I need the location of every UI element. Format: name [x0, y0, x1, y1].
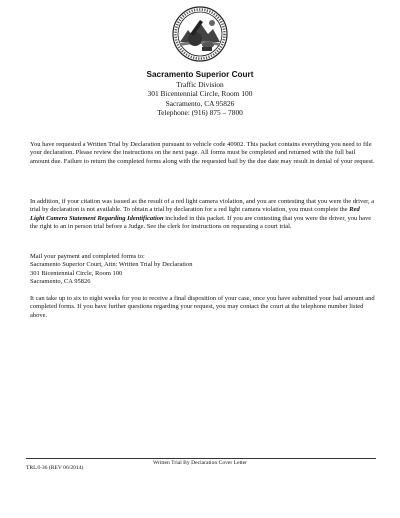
state-seal-icon	[172, 6, 228, 62]
footer-title: Written Trial By Declaration Cover Letter	[152, 460, 248, 466]
division: Traffic Division	[176, 80, 224, 89]
mail-line-2: Sacramento Superior Court, Attn: Written Trial by Declaration	[30, 261, 193, 269]
paragraph-red-light	[30, 198, 375, 231]
mail-line-3: 301 Bicentennial Circle, Room 100	[30, 269, 123, 277]
mail-line-4: Sacramento, CA 95826	[30, 277, 91, 285]
footer-divider	[26, 458, 376, 459]
form-number: TRL/I-36 (REV 06/2014)	[26, 465, 84, 471]
mail-line-1: Mail your payment and completed forms to:	[30, 253, 145, 260]
court-telephone: Telephone: (916) 875 – 7800	[157, 107, 243, 117]
court-name: Sacramento Superior Court	[146, 70, 254, 79]
mailing-instructions	[30, 253, 375, 286]
letterhead	[0, 70, 400, 117]
red-light-form-name: Red Light Camera Statement Regarding Identification	[30, 206, 360, 222]
paragraph-intro: You have requested a Written Trial by Declaration pursuant to vehicle code 40902. This packet contains everything you need to file your declaration. Please review the instructions on the next page. All forms must be completed and returned with the full bail amount due. Failure to return the completed forms along with the requested bail by the due date may result in denial of your request.	[30, 141, 375, 165]
paragraph-red-light-part2: included in this packet. If you are contesting that you were the driver, you have the right to an in person trial before a Judge. See the clerk for instructions on requesting a court trial.	[30, 214, 372, 230]
paragraph-disposition: It can take up to six to eight weeks for you to receive a final disposition of your case, once you have submitted your bail amount and completed forms. If you have further questions regarding your request, you may contact the court at the telephone number listed above.	[30, 295, 375, 319]
court-city-state-zip: Sacramento, CA 95826	[165, 98, 235, 108]
court-address: 301 Bicentennial Circle, Room 100	[147, 89, 253, 99]
paragraph-red-light-part1: In addition, if your citation was issued as the result of a red light camera violation, and you are contesting that you were the driver, a trial by declaration is not available. To obtain a trial by declaration for a red light camera violation, you must complete the	[30, 198, 375, 214]
